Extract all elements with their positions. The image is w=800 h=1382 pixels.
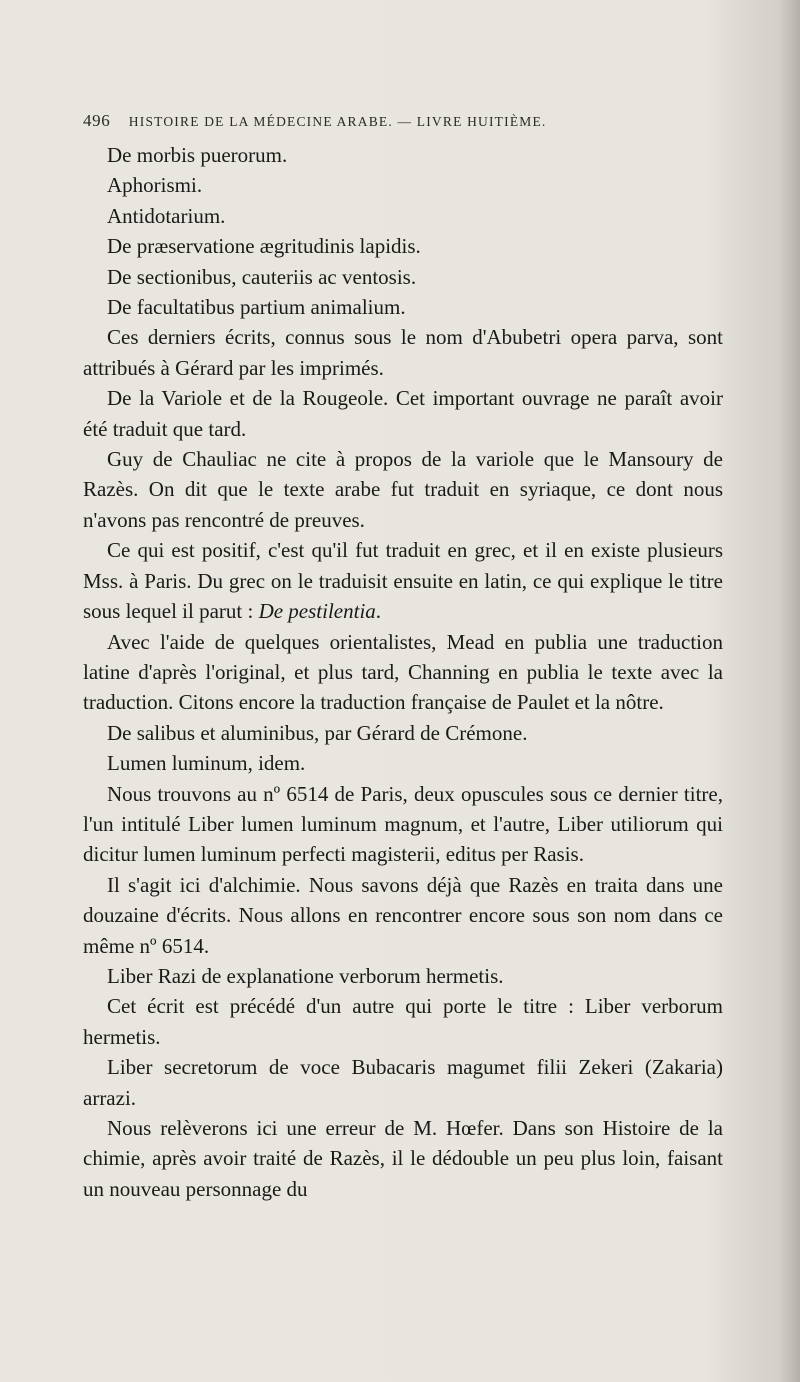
paragraph: De morbis puerorum. (107, 143, 288, 167)
paragraph: Antidotarium. (107, 203, 226, 228)
page-number: 496 (83, 111, 111, 130)
paragraph-text: Ce qui est positif, c'est qu'il fut traduit en grec, et il en existe plusieurs Mss. à Paris. Du grec on le traduisit ensuite en latin, ce qui explique le titre sous lequel il parut : (83, 538, 723, 624)
paragraph: Guy de Chauliac ne cite à propos de la variole que le Mansoury de Razès. On dit que le texte arabe fut traduit en syriaque, ce dont nous n'avons pas rencontré de preuves. (83, 447, 723, 532)
paragraph: De sectionibus, cauteriis ac ventosis. (107, 264, 417, 289)
paragraph: De præservatione ægritudinis lapidis. (107, 234, 421, 259)
paragraph: De facultatibus partium animalium. (107, 295, 406, 320)
paragraph: De la Variole et de la Rougeole. Cet important ouvrage ne paraît avoir été traduit que tard. (83, 386, 723, 441)
page-edge-shadow (778, 0, 800, 1382)
paragraph (83, 535, 723, 626)
paragraph: Nous relèverons ici une erreur de M. Hœfer. Dans son Histoire de la chimie, après avoir traité de Razès, il le dédouble un peu plus loin, faisant un nouveau personnage du (83, 1116, 723, 1201)
paragraph: Liber secretorum de voce Bubacaris magumet filii Zekeri (Zakaria) arrazi. (83, 1055, 723, 1110)
paragraph: Liber Razi de explanatione verborum hermetis. (107, 963, 504, 988)
paragraph-text-end: . (375, 599, 382, 624)
paragraph: Il s'agit ici d'alchimie. Nous savons déjà que Razès en traita dans une douzaine d'écrits. Nous allons en rencontrer encore sous son nom dans ce même nº 6514. (83, 872, 723, 958)
paragraph: Lumen luminum, idem. (107, 751, 306, 776)
running-header (83, 111, 678, 131)
paragraph: Avec l'aide de quelques orientalistes, Mead en publia une traduction latine d'après l'original, et plus tard, Channing en publia le texte avec la traduction. Citons encore la traduction française de Paulet et la nôtre. (83, 629, 723, 715)
page-body (83, 140, 723, 1204)
italic-title: De pestilentia (258, 599, 376, 624)
paragraph: Cet écrit est précédé d'un autre qui porte le titre : Liber verborum hermetis. (83, 994, 723, 1049)
paragraph: Aphorismi. (107, 173, 203, 198)
paragraph: Ces derniers écrits, connus sous le nom d'Abubetri opera parva, sont attribués à Gérard par les imprimés. (83, 325, 723, 380)
paragraph: Nous trouvons au nº 6514 de Paris, deux opuscules sous ce dernier titre, l'un intitulé Liber lumen luminum magnum, et l'autre, Liber utiliorum qui dicitur lumen luminum perfecti magisterii, editus per Rasis. (83, 781, 723, 867)
running-title: HISTOIRE DE LA MÉDECINE ARABE. — LIVRE HUITIÈME. (128, 114, 547, 129)
paragraph: De salibus et aluminibus, par Gérard de Crémone. (107, 720, 528, 745)
